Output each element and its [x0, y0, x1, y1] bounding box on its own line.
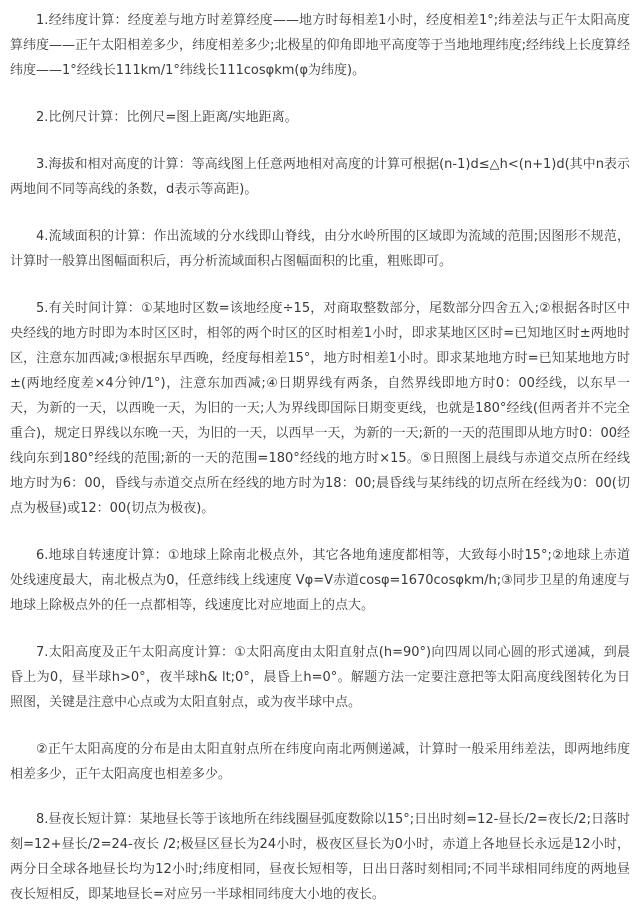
paragraph-altitude: 3.海拔和相对高度的计算：等高线图上任意两地相对高度的计算可根据(n-1)d≤△h<(n+1)d(其中n表示两地间不同等高线的条数，d表示等高距)。 — [10, 157, 630, 197]
paragraph-latitude-longitude: 1.经纬度计算：经度差与地方时差算经度——地方时每相差1小时，经度相差1°;纬差法与正午太阳高度算纬度——正午太阳相差多少，纬度相差多少;北极星的仰角即地平高度等于当地地理纬度;经纬线上长度算经纬度——1°经线长111km/1°纬线长111cosφkm(φ为纬度)。 — [10, 13, 630, 78]
paragraph-rotation-speed: 6.地球自转速度计算：①地球上除南北极点外，其它各地角速度都相等，大致每小时15°;②地球上赤道处线速度最大，南北极点为0，任意纬线上线速度 Vφ=V赤道cosφ=1670cosφkm/h;③同步卫星的角速度与地球上除极点外的任一点都相等，线速度比对应地面上的点大。 — [10, 548, 630, 613]
paragraph-time: 5.有关时间计算：①某地时区数=该地经度÷15，对商取整数部分，尾数部分四舍五入;②根据各时区中央经线的地方时即为本时区区时，相邻的两个时区的区时相差1小时，即求某地区区时=已知地区时±两地时区，注意东加西减;③根据东早西晚，经度每相差15°，地方时相差1小时。即求某地地方时=已知某地地方时±(两地经度差×4分钟/1°)，注意东加西减;④日期界线有两条，自然界线即地方时0：00经线，以东早一天，为新的一天，以西晚一天，为旧的一天;人为界线即国际日期变更线，也就是180°经线(但两者并不完全重合)，规定日界线以东晚一天，为旧的一天，以西早一天，为新的一天;新的一天的范围即从地方时0：00经线向东到180°经线的范围;新的一天的范围=180°经线的地方时×15。⑤日照图上晨线与赤道交点所在经线地方时为6：00，昏线与赤道交点所在经线的地方时为18：00;晨昏线与某纬线的切点所在经线为0：00(切点为极昼)或12：00(切点为极夜)。 — [10, 301, 630, 516]
paragraph-solar-altitude: 7.太阳高度及正午太阳高度计算：①太阳高度由太阳直射点(h=90°)向四周以同心圆的形式递减，到晨昏上为0，昼半球h>0°，夜半球h& lt;0°，晨昏上h=0°。解题方法一定要注意把等太阳高度线图转化为日照图，关键是注意中心点或为太阳直射点，或为夜半球中点。 — [10, 645, 630, 710]
paragraph-noon-solar-altitude: ②正午太阳高度的分布是由太阳直射点所在纬度向南北两侧递减，计算时一般采用纬差法，即两地纬度相差多少，正午太阳高度也相差多少。 — [10, 742, 630, 782]
paragraph-basin-area: 4.流域面积的计算：作出流域的分水线即山脊线，由分水岭所围的区域即为流域的范围;因图形不规范，计算时一般算出图幅面积后，再分析流域面积占图幅面积的比重，粗账即可。 — [10, 229, 630, 269]
paragraph-day-length: 8.昼夜长短计算：某地昼长等于该地所在纬线圈昼弧度数除以15°;日出时刻=12-昼长/2=夜长/2;日落时刻=12+昼长/2=24-夜长 /2;极昼区昼长为24小时，极夜区昼长为0小时，赤道上各地昼长永远是12小时，两分日全球各地昼长均为12小时;纬度相同，昼夜长短相等，日出日落时刻相同;不同半球相同纬度的两地昼夜长短相反，即某地昼长=对应另一半球相同纬度大小地的夜长。 — [10, 812, 630, 902]
paragraph-scale: 2.比例尺计算：比例尺=图上距离/实地距离。 — [36, 110, 298, 125]
